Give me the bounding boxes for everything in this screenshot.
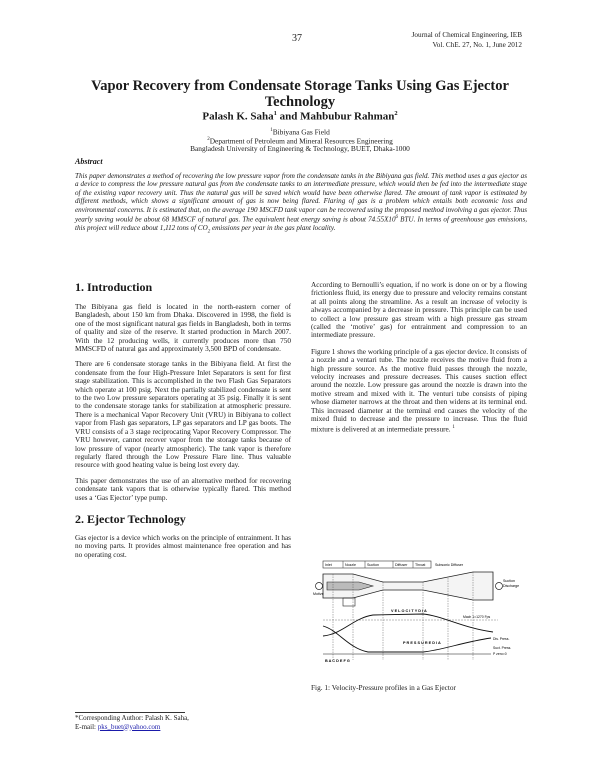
figure-label: V E L O C I T Y D I A — [391, 609, 427, 613]
paragraph — [311, 348, 527, 433]
journal-name: Journal of Chemical Engineering, IEB — [411, 31, 522, 39]
corresponding-author: *Corresponding Author: Palash K. Saha, — [75, 714, 189, 722]
paper-title: Vapor Recovery from Condensate Storage Tanks Using Gas Ejector Technology — [91, 78, 509, 110]
paragraph: The Bibiyana gas field is located in the north-eastern corner of Bangladesh, about 150 km from Dhaka. Discovered in 1998, the field is one of the most significant natural gas fields in Bangladesh, both in terms of quality and size of the reserve. It started production in March 2007. With the 12 producing wells, it currently produces more than 750 MMSCFD of natural gas and approximately 3,500 BPD of condensate. — [75, 303, 291, 354]
affiliation-mark: 2 — [394, 110, 398, 117]
left-column — [75, 280, 291, 559]
figure-label: P zero=0 — [493, 652, 507, 656]
affiliation-mark: 1 — [270, 128, 273, 133]
affiliation-3: Bangladesh University of Engineering & Technology, BUET, Dhaka-1000 — [190, 144, 410, 153]
figure-label: Suction — [367, 563, 379, 567]
abstract-heading: Abstract — [75, 157, 103, 166]
affiliation-text: Bibiyana Gas Field — [272, 127, 330, 137]
figure-label: Diffuser — [395, 563, 408, 567]
figure-label: P R E S S U R E D I A — [403, 641, 441, 645]
email-link[interactable]: pks_buet@yahoo.com — [97, 722, 161, 731]
paragraph: According to Bernoulli’s equation, if no work is done on or by a flowing frictionless fluid, its energy due to pressure and velocity remains constant at all points along the streamline. As a result an increase of velocity is always accompanied by a decrease in pressure. This principle can be used to collect a low pressure gas stream with a high pressure gas stream (called the ‘motive’ gas) for entrainment and compression to an intermediate pressure. — [311, 281, 527, 340]
author-connector: and — [276, 110, 301, 123]
figure-label: Nozzle — [345, 563, 356, 567]
paragraph: There are 6 condensate storage tanks in the Bibiyana field. At first the condensate from the four High-Pressure Inlet Separators is sent for first stage stabilization. This is accomplished in the two Flash Gas Separators which operate at 100 psig. Next the partially stabilized condensate is sent to the two Low pressure separators operating at 35 psig. Finally it is sent to the condensate storage tanks for stabilization at atmospheric pressure. There is a mechanical Vapor Recovery Unit (VRU) in Bibiyana to collect vapor from Flash gas separators, LP gas separators and LP gas boots. The VRU consists of a 3 stage reciprocating Vapor Recovery Compressor. The VRU however, cannot recover vapor from the storage tanks because of low pressure of vapor (nearly atmospheric). The tank vapor is therefore regularly flared through the Low Pressure Flare line. Thus valuable resource with good heating value is being lost every day. — [75, 360, 291, 470]
paragraph: Gas ejector is a device which works on the principle of entrainment. It has no moving parts. It provides almost maintenance free operation and has no operating cost. — [75, 533, 291, 559]
exponent: 6 — [395, 215, 399, 221]
author-name: Palash K. Saha — [202, 110, 274, 123]
section-heading: 2. Ejector Technology — [75, 511, 186, 526]
email-label: E-mail: — [75, 722, 98, 731]
footnote-divider — [75, 712, 185, 713]
figure-label: Motive — [313, 592, 324, 596]
figure-label: Subsonic Diffuser — [435, 563, 464, 567]
figure-label: Discharge — [503, 584, 520, 588]
subscript: 2 — [207, 229, 211, 235]
affiliation-text: Department of Petroleum and Mineral Resources Engineering — [209, 136, 393, 146]
journal-volume: Vol. ChE. 27, No. 1, June 2012 — [432, 40, 522, 49]
abstract-text: emissions per year in the gas plant locality. — [210, 223, 336, 232]
figure-label: Mach 1=1270 Fps — [463, 615, 491, 619]
footnote — [75, 714, 189, 731]
figure-label: Throat — [415, 563, 426, 567]
page-number: 37 — [292, 33, 302, 44]
figure-caption: Fig. 1: Velocity-Pressure profiles in a Gas Ejector — [311, 683, 456, 692]
paragraph: This paper demonstrates the use of an alternative method for recovering condensate tank vapors that is otherwise typically flared. This method uses a ‘Gas Ejector’ type pump. — [75, 476, 291, 502]
figure-label: B A C D E F G — [325, 659, 350, 663]
journal-header — [412, 31, 522, 50]
figure-label: Suction — [503, 579, 515, 583]
figure-label: Inlet — [325, 563, 332, 567]
affiliation-mark: 1 — [273, 110, 277, 117]
figure-label: Suct. Press. — [493, 646, 512, 650]
right-column — [311, 281, 527, 433]
section-heading: 1. Introduction — [75, 280, 153, 294]
affiliation-mark: 2 — [207, 137, 210, 142]
author-name: Mahbubur Rahman — [300, 110, 395, 123]
ejector-figure — [313, 560, 525, 664]
abstract-text: BTU. In terms of greenhouse gas emissions, this project will reduce about 1,112 tons of CO — [75, 215, 527, 232]
abstract-body — [75, 172, 527, 237]
abstract-text: This paper demonstrates a method of recovering the low pressure vapor from the condensate tanks in the Bibiyana gas field. This method uses a gas ejector as a device to compress the low pressure natural gas from the condensate tanks to an intermediate pressure, which would then be fed into the intermediate stage of the existing vapor recovery unit. Thus the natural gas will be saved which would have been otherwise flared. The amount of tank vapor is estimated by different methods, which shows a significant amount of gas is now being flared. Flaring of gas is a problem which entails both economic loss and environmental concerns. It is estimated that, on the average 190 MSCFD tank vapor can be recovered using the proposed method involving a gas ejector. Thus yearly saving would be about 68 MMSCF of natural gas. The equivalent heat energy saving is about 74.55X10 — [75, 172, 527, 224]
author-list — [70, 110, 530, 123]
email-line — [75, 723, 189, 732]
figure-label: Dis. Press. — [493, 637, 510, 641]
reference-mark: 1 — [452, 424, 455, 430]
paragraph-text: Figure 1 shows the working principle of a gas ejector device. It consists of a nozzle and a ventari tube. The nozzle receives the motive fluid from a high pressure source. As the motive fluid passes through the nozzle, velocity increases and pressure decreases. This causes suction effect around the nozzle. Low pressure gas around the nozzle is drawn into the motive stream and mixed with it. The venturi tube consists of piping whose diameter narrows at the throat and then widens at its terminal end. This increased diameter at the terminal end causes the velocity of the mixed fluid to decrease and the pressure to increase. Thus the fluid mixture is delivered at an intermediate pressure. — [311, 347, 527, 433]
